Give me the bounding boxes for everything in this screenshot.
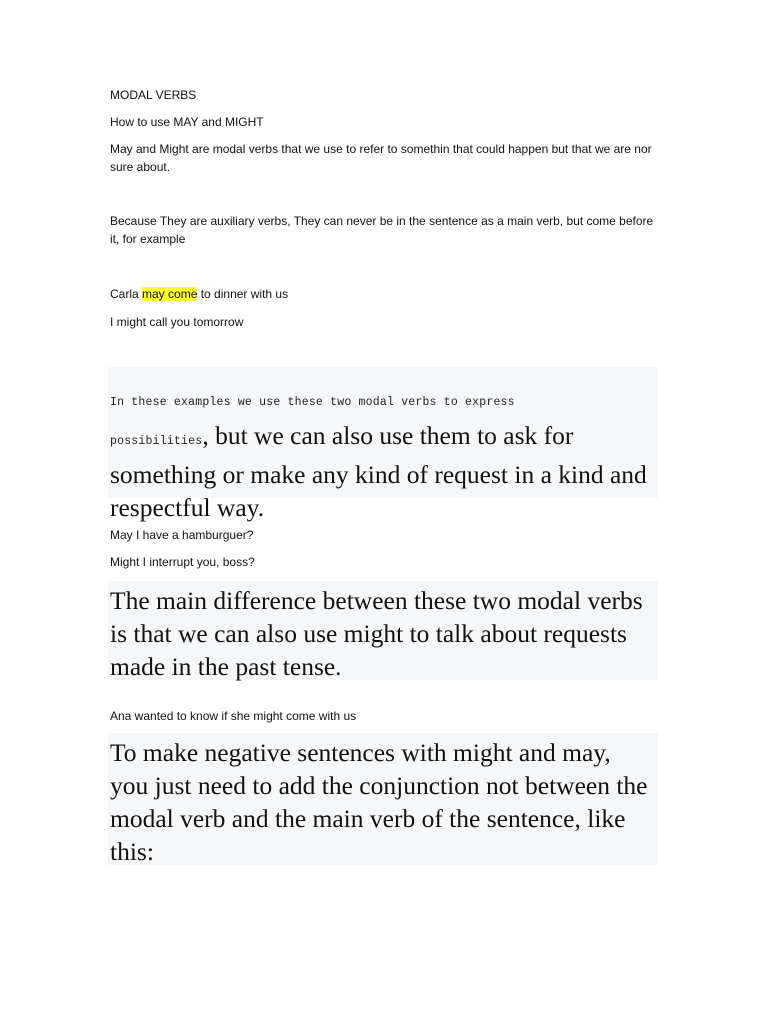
request-text: , but we can also use them to ask for something or make any kind of request in a kind and respectful way. — [110, 421, 647, 522]
example-sentence-hamburger: May I have a hamburguer? — [110, 528, 254, 542]
mono-line-examples: In these examples we use these two modal verbs to express — [110, 396, 515, 409]
difference-paragraph: The main difference between these two modal verbs is that we can also use might to talk about requests made in the past tense. — [110, 586, 643, 681]
possibilities-paragraph — [110, 380, 655, 524]
highlighted-may-come: may come — [142, 287, 198, 301]
negative-paragraph: To make negative sentences with might and may, you just need to add the conjunction not between the modal verb and the main verb of the sentence, like this: — [110, 738, 648, 866]
example-sentence-carla — [110, 285, 288, 303]
mono-word-possibilities: possibilities — [110, 435, 203, 448]
example-text-before: Carla — [110, 287, 143, 301]
document-subtitle: How to use MAY and MIGHT — [110, 115, 264, 129]
example-text-after: to dinner with us — [197, 287, 289, 301]
document-title: MODAL VERBS — [110, 88, 197, 102]
auxiliary-paragraph: Because They are auxiliary verbs, They can never be in the sentence as a main verb, but come before it, for example — [110, 214, 654, 246]
example-sentence-interrupt: Might I interrupt you, boss? — [110, 555, 255, 569]
intro-paragraph: May and Might are modal verbs that we use to refer to somethin that could happen but that we are nor sure about. — [110, 142, 652, 174]
example-sentence-ana: Ana wanted to know if she might come with us — [110, 709, 357, 723]
example-sentence-call: I might call you tomorrow — [110, 315, 244, 329]
